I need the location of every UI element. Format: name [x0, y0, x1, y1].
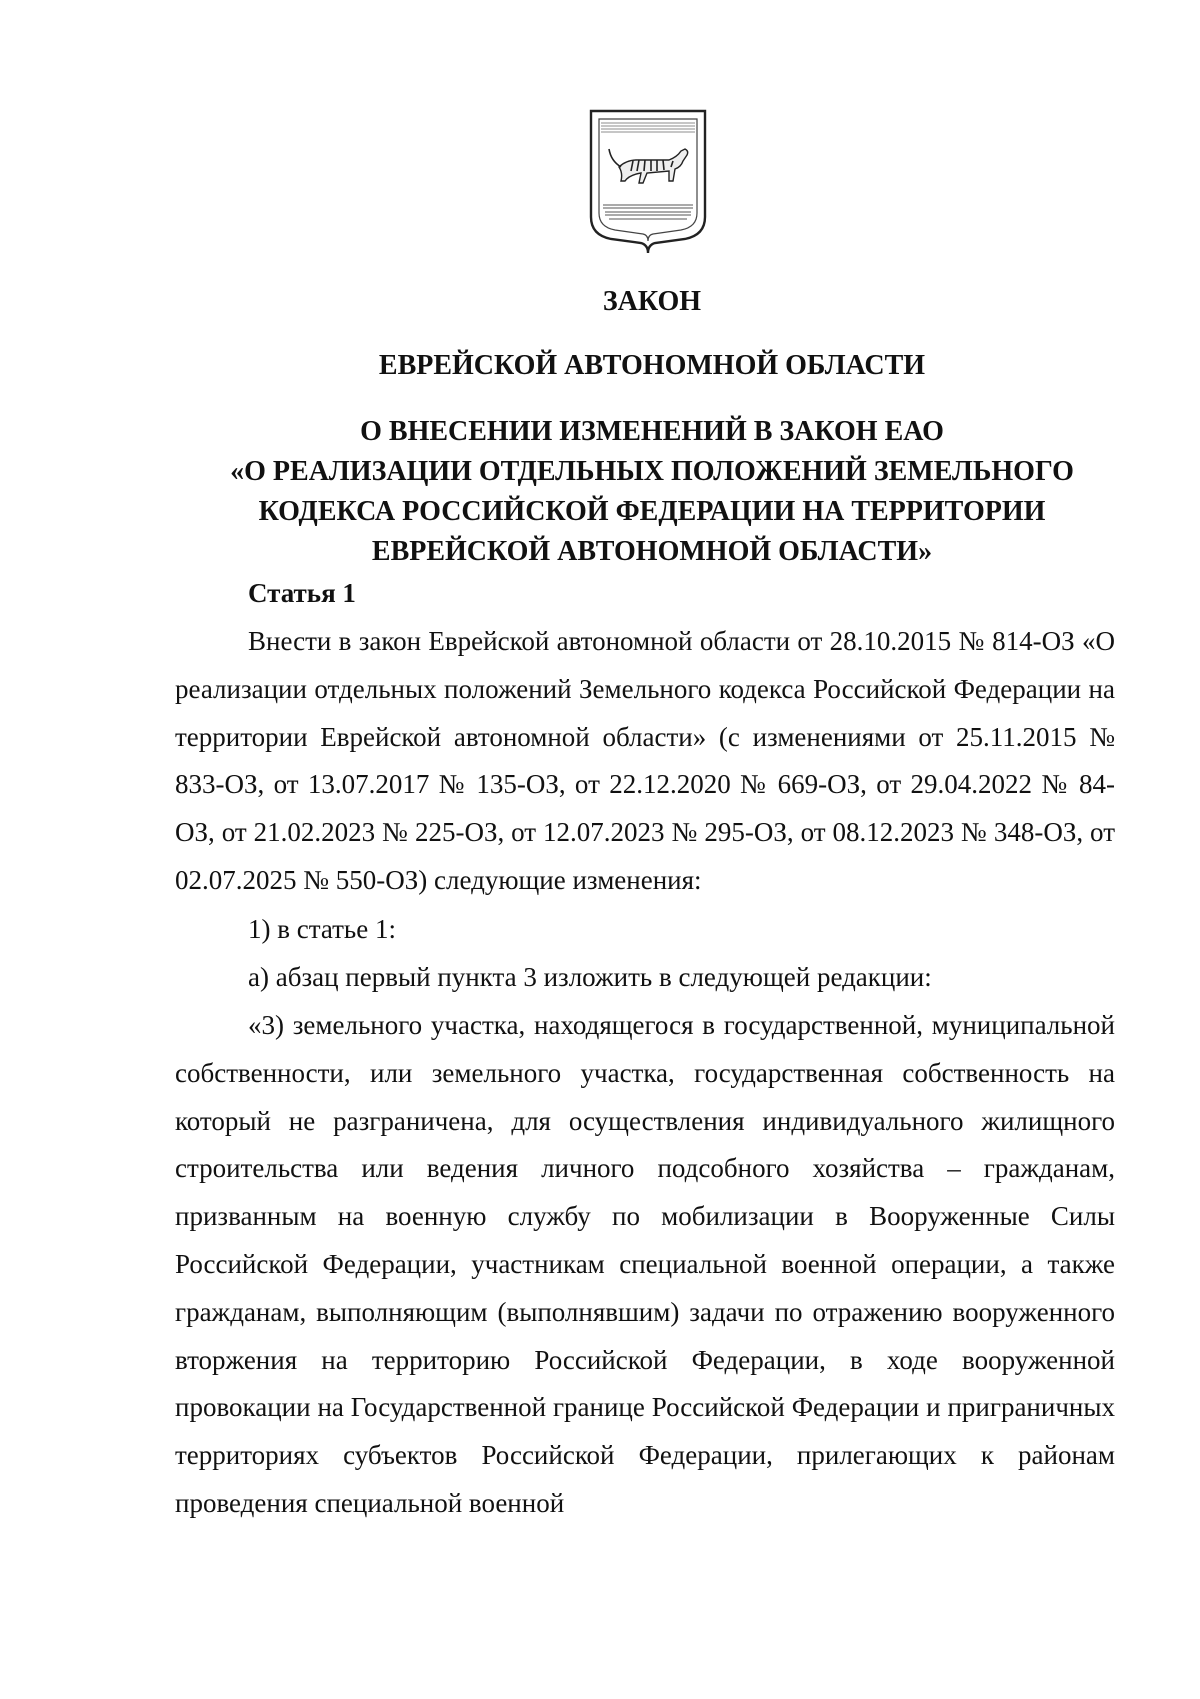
subject-line: ЕВРЕЙСКОЙ АВТОНОМНОЙ ОБЛАСТИ»: [371, 536, 933, 567]
tiger-emblem-icon: [585, 105, 711, 255]
body-paragraph: 1) в статье 1:: [248, 914, 396, 944]
region-name: ЕВРЕЙСКОЙ АВТОНОМНОЙ ОБЛАСТИ: [378, 350, 926, 381]
law-subject: [52, 412, 1200, 572]
article-heading: Статья 1: [248, 578, 356, 608]
subject-line: О ВНЕСЕНИИ ИЗМЕНЕНИЙ В ЗАКОН ЕАО: [360, 416, 944, 447]
body-paragraph: Внести в закон Еврейской автономной области от 28.10.2015 № 814-ОЗ «О реализации отдельных положений Земельного кодекса Российской Федерации на территории Еврейской автономной области» (с изменениями от 25.11.2015 № 833-ОЗ, от 13.07.2017 № 135-ОЗ, от 22.12.2020 № 669-ОЗ, от 29.04.2022 № 84-ОЗ, от 21.02.2023 № 225-ОЗ, от 12.07.2023 № 295-ОЗ, от 08.12.2023 № 348-ОЗ, от 02.07.2025 № 550-ОЗ) следующие изменения:: [175, 626, 1115, 895]
document-title: ЗАКОН: [602, 286, 702, 317]
body-paragraph: «3) земельного участка, находящегося в государственной, муниципальной собственности, или земельного участка, государственная собственность на который не разграничена, для осуществления индивидуального жилищного строительства или ведения личного подсобного хозяйства – гражданам, призванным на военную службу по мобилизации в Вооруженные Силы Российской Федерации, участникам специальной военной операции, а также гражданам, выполняющим (выполнявшим) задачи по отражению вооруженного вторжения на территорию Российской Федерации, в ходе вооруженной провокации на Государственной границе Российской Федерации и приграничных территориях субъектов Российской Федерации, прилегающих к районам проведения специальной военной: [175, 1010, 1115, 1518]
subject-line: «О РЕАЛИЗАЦИИ ОТДЕЛЬНЫХ ПОЛОЖЕНИЙ ЗЕМЕЛЬНОГО: [230, 456, 1074, 487]
subject-line: КОДЕКСА РОССИЙСКОЙ ФЕДЕРАЦИИ НА ТЕРРИТОРИИ: [258, 496, 1046, 527]
coat-of-arms-emblem: [585, 105, 711, 255]
body-paragraph: а) абзац первый пункта 3 изложить в следующей редакции:: [248, 962, 932, 992]
